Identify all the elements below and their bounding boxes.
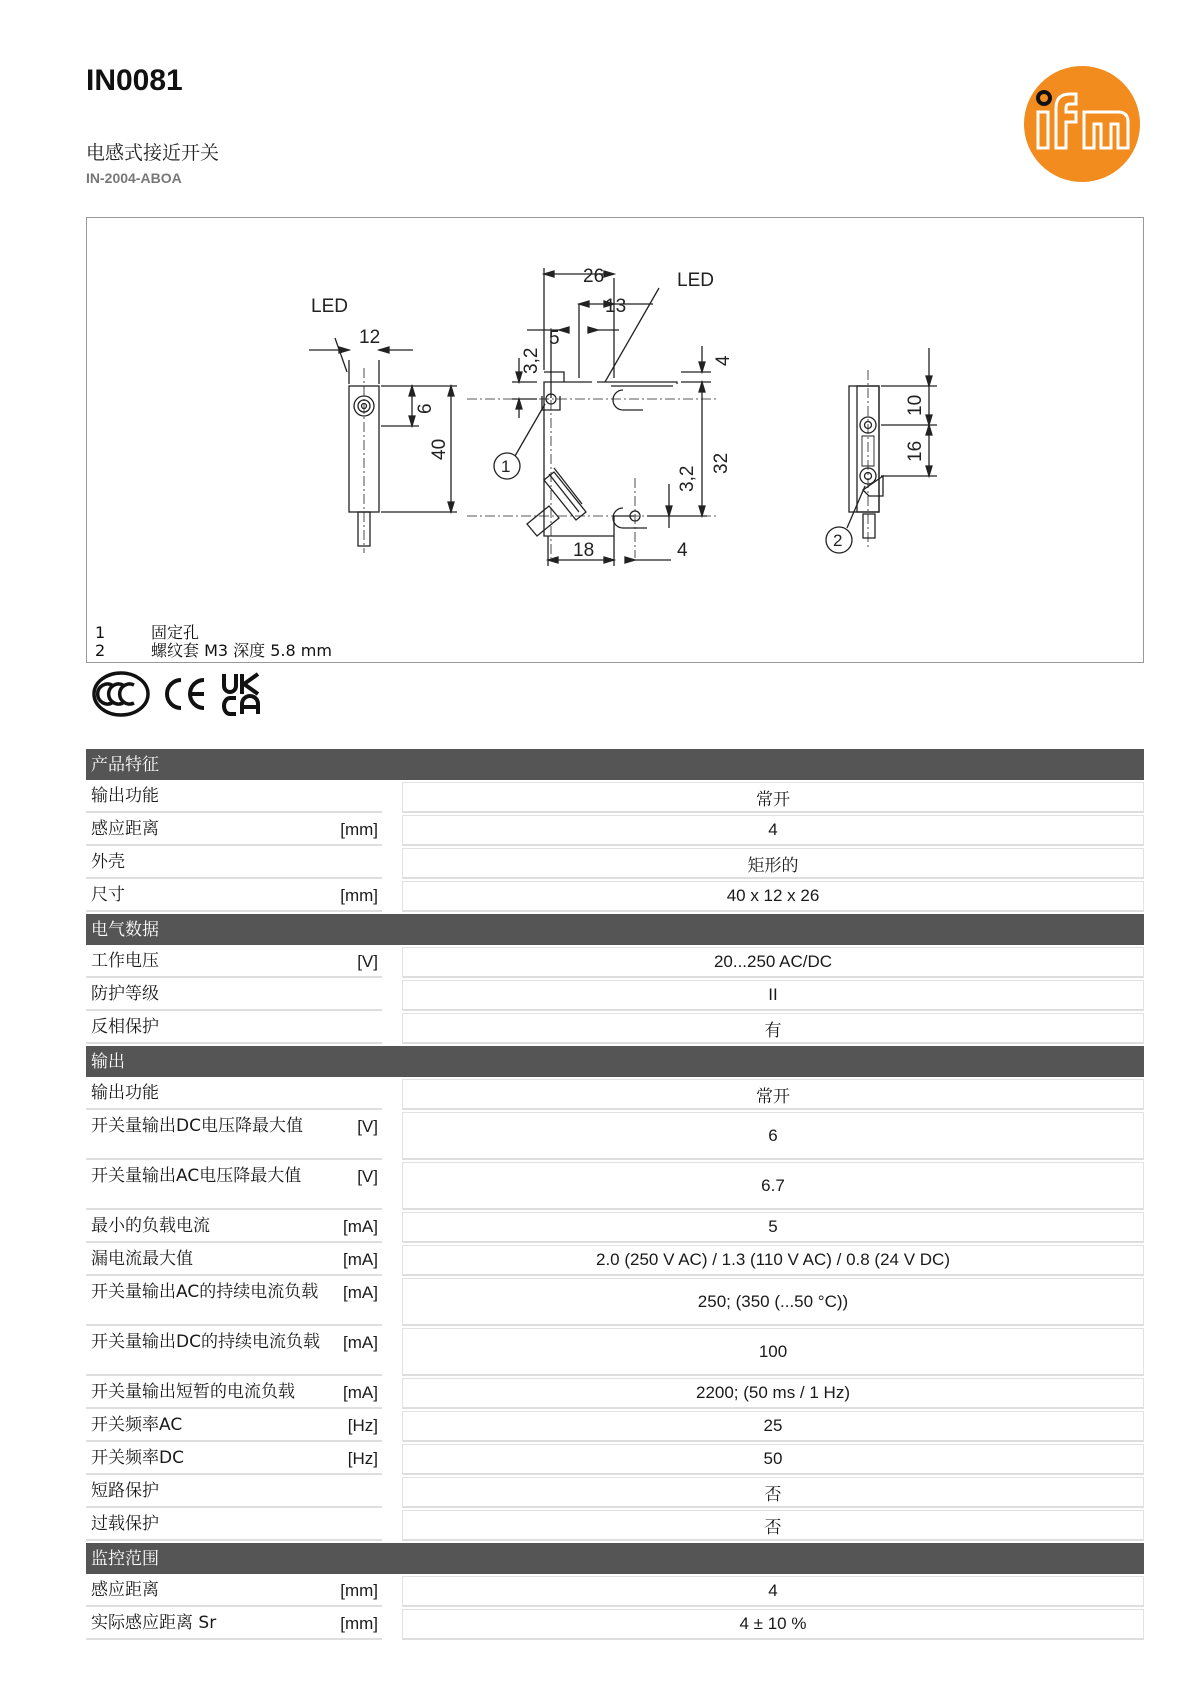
spec-unit: [V] (357, 952, 378, 971)
spec-value: 20...250 AC/DC (402, 947, 1144, 978)
spec-label: 感应距离 (91, 1580, 159, 1600)
spec-gap (382, 1112, 402, 1160)
specifications-table (86, 747, 1144, 1640)
ce-mark-icon (162, 674, 208, 714)
spec-label: 尺寸 (91, 885, 125, 905)
spec-unit: [Hz] (347, 1449, 378, 1468)
spec-gap (382, 1162, 402, 1210)
spec-label: 开关量输出DC的持续电流负载 (91, 1332, 320, 1352)
spec-label-cell (86, 1278, 382, 1326)
spec-label-cell (86, 848, 382, 879)
spec-row (86, 881, 1144, 912)
spec-label-cell (86, 1576, 382, 1607)
spec-unit: [mA] (343, 1283, 378, 1302)
spec-value: 40 x 12 x 26 (402, 881, 1144, 912)
spec-row (86, 1510, 1144, 1541)
spec-row (86, 1328, 1144, 1376)
dimension-drawing-svg (87, 218, 1145, 664)
spec-value: 250; (350 (...50 °C)) (402, 1278, 1144, 1326)
product-code: IN0081 (86, 64, 183, 97)
front-view (309, 296, 457, 553)
certification-marks (92, 668, 262, 720)
spec-gap (382, 1013, 402, 1044)
legend-item (93, 642, 332, 660)
spec-unit: [mA] (343, 1333, 378, 1352)
dim-16: 16 (905, 440, 926, 462)
spec-gap (382, 1510, 402, 1541)
spec-value: 25 (402, 1411, 1144, 1442)
dim-3-2-top: 3,2 (521, 347, 542, 374)
section-header: 产品特征 (86, 749, 1144, 780)
drawing-legend (93, 624, 332, 660)
spec-row (86, 815, 1144, 846)
spec-row (86, 1477, 1144, 1508)
spec-label-cell (86, 1079, 382, 1110)
dim-18: 18 (573, 540, 595, 561)
spec-row (86, 1609, 1144, 1640)
product-name: 电感式接近开关 (86, 142, 220, 164)
spec-value: 常开 (402, 782, 1144, 813)
spec-value: 4 (402, 815, 1144, 846)
spec-label: 防护等级 (91, 984, 159, 1004)
spec-label-cell (86, 1609, 382, 1640)
spec-unit: [mm] (340, 886, 378, 905)
spec-value: 100 (402, 1328, 1144, 1376)
spec-label-cell (86, 1510, 382, 1541)
spec-label-cell (86, 1477, 382, 1508)
spec-label-cell (86, 980, 382, 1011)
spec-unit: [mm] (340, 1614, 378, 1633)
spec-value: 50 (402, 1444, 1144, 1475)
spec-gap (382, 881, 402, 912)
spec-gap (382, 1328, 402, 1376)
spec-unit: [Hz] (347, 1416, 378, 1435)
spec-row (86, 1079, 1144, 1110)
spec-value: 矩形的 (402, 848, 1144, 879)
spec-unit: [mA] (343, 1383, 378, 1402)
spec-row (86, 1378, 1144, 1409)
spec-label-cell (86, 1378, 382, 1409)
spec-gap (382, 1576, 402, 1607)
spec-label: 实际感应距离 Sr (91, 1613, 217, 1633)
spec-value: 否 (402, 1477, 1144, 1508)
spec-label-cell (86, 1245, 382, 1276)
spec-row (86, 1112, 1144, 1160)
spec-row (86, 782, 1144, 813)
spec-gap (382, 980, 402, 1011)
spec-value: 否 (402, 1510, 1144, 1541)
cULus-icon (92, 671, 150, 717)
spec-row (86, 1212, 1144, 1243)
spec-label-cell (86, 1212, 382, 1243)
dim-3-2-bottom: 3,2 (677, 465, 698, 492)
spec-label: 输出功能 (91, 786, 159, 806)
spec-value: II (402, 980, 1144, 1011)
spec-row (86, 1013, 1144, 1044)
spec-value: 6.7 (402, 1162, 1144, 1210)
spec-unit: [mA] (343, 1217, 378, 1236)
dim-10: 10 (905, 394, 926, 416)
spec-value: 2200; (50 ms / 1 Hz) (402, 1378, 1144, 1409)
spec-label-cell (86, 881, 382, 912)
spec-row (86, 947, 1144, 978)
section-header: 输出 (86, 1046, 1144, 1077)
legend-item (93, 624, 332, 642)
spec-row (86, 1162, 1144, 1210)
spec-gap (382, 1609, 402, 1640)
spec-label: 开关量输出DC电压降最大值 (91, 1116, 303, 1136)
spec-value: 2.0 (250 V AC) / 1.3 (110 V AC) / 0.8 (24 V DC) (402, 1245, 1144, 1276)
spec-unit: [V] (357, 1117, 378, 1136)
spec-row (86, 980, 1144, 1011)
led-label-mid: LED (677, 270, 714, 291)
spec-value: 5 (402, 1212, 1144, 1243)
spec-gap (382, 782, 402, 813)
spec-value: 4 ± 10 % (402, 1609, 1144, 1640)
spec-unit: [mm] (340, 820, 378, 839)
legend-number: 2 (95, 641, 106, 660)
spec-label: 开关量输出短暂的电流负载 (91, 1382, 295, 1402)
spec-label-cell (86, 782, 382, 813)
spec-label-cell (86, 1112, 382, 1160)
callout-2: 2 (833, 531, 843, 550)
spec-label: 过载保护 (91, 1514, 159, 1534)
dim-40: 40 (429, 438, 450, 460)
dim-4-bottom: 4 (677, 540, 688, 561)
spec-gap (382, 848, 402, 879)
spec-value: 有 (402, 1013, 1144, 1044)
side-view (467, 256, 734, 566)
spec-gap (382, 1444, 402, 1475)
dim-6: 6 (415, 403, 436, 414)
spec-row (86, 1444, 1144, 1475)
legend-text: 固定孔 (151, 623, 200, 642)
section-header: 监控范围 (86, 1543, 1144, 1574)
spec-label-cell (86, 1411, 382, 1442)
spec-unit: [mA] (343, 1250, 378, 1269)
dim-12: 12 (359, 327, 381, 348)
led-label-left: LED (311, 296, 348, 317)
spec-gap (382, 1411, 402, 1442)
spec-label: 开关量输出AC的持续电流负载 (91, 1282, 319, 1302)
spec-row (86, 1576, 1144, 1607)
spec-value: 常开 (402, 1079, 1144, 1110)
spec-label: 短路保护 (91, 1481, 159, 1501)
spec-value: 6 (402, 1112, 1144, 1160)
spec-gap (382, 815, 402, 846)
spec-label: 反相保护 (91, 1017, 159, 1037)
spec-label: 最小的负载电流 (91, 1216, 210, 1236)
callout-1: 1 (501, 457, 511, 476)
section-header: 电气数据 (86, 914, 1144, 945)
spec-gap (382, 1079, 402, 1110)
spec-label-cell (86, 1328, 382, 1376)
spec-label-cell (86, 1162, 382, 1210)
spec-row (86, 1245, 1144, 1276)
ukca-mark-icon (220, 672, 262, 716)
spec-label: 开关量输出AC电压降最大值 (91, 1166, 302, 1186)
spec-label: 工作电压 (91, 951, 159, 971)
dim-26: 26 (583, 266, 605, 287)
spec-gap (382, 1477, 402, 1508)
spec-label: 漏电流最大值 (91, 1249, 193, 1269)
spec-label: 感应距离 (91, 819, 159, 839)
spec-label: 开关频率AC (91, 1415, 183, 1435)
spec-unit: [mm] (340, 1581, 378, 1600)
dimension-drawing (86, 217, 1144, 663)
spec-row (86, 1411, 1144, 1442)
spec-gap (382, 1278, 402, 1326)
legend-text: 螺纹套 M3 深度 5.8 mm (151, 641, 332, 660)
spec-label-cell (86, 1013, 382, 1044)
dim-13: 13 (605, 296, 627, 317)
spec-gap (382, 947, 402, 978)
spec-label-cell (86, 1444, 382, 1475)
spec-value: 4 (402, 1576, 1144, 1607)
spec-gap (382, 1378, 402, 1409)
spec-label-cell (86, 947, 382, 978)
spec-gap (382, 1245, 402, 1276)
legend-number: 1 (95, 623, 106, 642)
spec-unit: [V] (357, 1167, 378, 1186)
dim-32: 32 (711, 452, 732, 474)
top-view (826, 348, 937, 553)
spec-label-cell (86, 815, 382, 846)
spec-label: 开关频率DC (91, 1448, 184, 1468)
product-article-number: IN-2004-ABOA (86, 170, 182, 186)
spec-row (86, 848, 1144, 879)
dim-5: 5 (549, 328, 560, 349)
dim-4-top: 4 (713, 355, 734, 366)
spec-label: 外壳 (91, 852, 125, 872)
spec-row (86, 1278, 1144, 1326)
ifm-logo-icon (1022, 64, 1142, 184)
spec-gap (382, 1212, 402, 1243)
spec-label: 输出功能 (91, 1083, 159, 1103)
